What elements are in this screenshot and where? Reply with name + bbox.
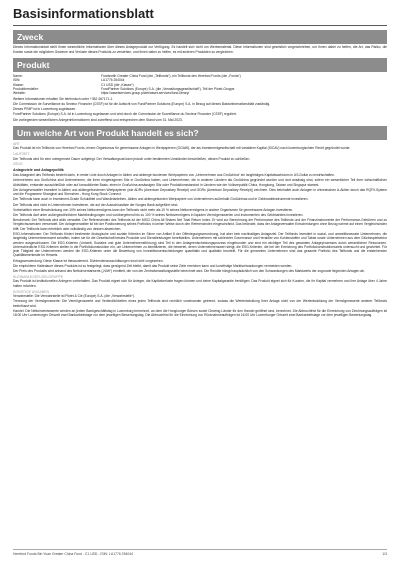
ziele-paragraph: Der Teilfonds wird nicht in Unternehmen investieren, die auf der Ausschlussliste der Norges Bank aufgeführt sind. xyxy=(13,202,179,207)
zweck-text: Dieses Informationsblatt stellt Ihnen wesentliche Informationen über dieses Anlageprodukt zur Verfügung. Es handelt sich nicht um Werbematerial. Diese Informationen sind gesetzlich vorgeschrieben, um Ihnen dabei zu helfen, die Art, das Risiko, die Kosten sowie die möglichen Gewinne und Verluste dieses Produkts zu verstehen, und Ihnen dabei zu helfen, es mit anderen Produkten zu vergleichen. xyxy=(13,45,387,54)
ziele-paragraph: Der Teilfonds darf unter außergewöhnlichen Marktbedingungen und vorübergehend bis zu 100 % seines Nettovermögens in liquiden Vermögenswerten und Instrumenten des Geldmarktes investieren. xyxy=(13,212,304,217)
section-art-heading: Um welche Art von Produkt handelt es sich? xyxy=(13,126,387,140)
produkt-value: C1 USD (die „Klasse“) xyxy=(101,82,134,87)
ziele-paragraph: Der Teilfonds kann auch in Investment-Grade Schuldtitel und Wandelanleihen, Aktien und aktiengebunden Wertpapiere von Unternehmen außerhalb Großchinas und in Geldmarktinstrumente investieren. xyxy=(13,197,309,202)
verwahrstelle-paragraph: Verwahrstelle: Die Verwahrstelle ist Pictet & Cie (Europe) S.A. (die „Verwahrstelle“). xyxy=(13,294,135,299)
ziele-paragraph: Vorbehaltlich einer Beschränkung von 10% seines Nettovermögens kann der Teilfonds nicht mehr als 10 % seines Nettovermögens in andere Organismen für gemeinsame Anlagen investieren. xyxy=(13,207,294,212)
trennung-paragraph: Trennung der Vermögenswerte: Die Vermögenswerte und Verbindlichkeiten eines jeden Teilfonds sind rechtlich voneinander getrennt, sodass die Wertentwicklung Ihrer Anlage nicht von der Wertentwicklung der Vermögenswerte anderer Teilfonds beeinflusst wird. xyxy=(13,299,387,308)
sonstige-label: SONSTIGE ANGABEN xyxy=(13,289,49,294)
art-text: Das Produkt ist ein Teilfonds von Hereford Funds, einem Organismus für gemeinsame Anlagen in Wertpapieren (OGAW), der als Investmentgesellschaft mit variablem Kapital (SICAV) nach luxemburgischem Recht gegründet wurde. xyxy=(13,146,351,151)
kleinanleger-label: KLEINANLEGER-ZIELGRUPPE xyxy=(13,274,64,279)
ziele-paragraph: Das Anlageziel des Teilfonds besteht darin, in erster Linie durch Anlagen in Aktien und aktienge bundenen Wertpapieren von „Unternehmen aus Großchina“ ein langfristiges Kapitalwachstum in US-Dollar zu erwirtschaften. xyxy=(13,173,335,178)
produkt-key: Website: xyxy=(13,91,26,96)
produkt-cssf-aufsicht: Die Commission de Surveillance du Secteur Financier (CSSF) ist für die Aufsicht von FundPartner Solutions (Europe) S.A. in Bezug auf dieses Basisinformationsblatt zuständig. xyxy=(13,102,271,107)
produkt-key: Klasse: xyxy=(13,82,24,87)
produkt-key: Name: xyxy=(13,73,23,78)
produkt-key: ISIN: xyxy=(13,78,21,83)
anlageziele-heading: Anlageziele und Anlagepolitik xyxy=(13,168,64,173)
produkt-row-website xyxy=(13,91,387,95)
produkt-key: Produkthersteller: xyxy=(13,86,39,91)
ertragsverwendung-paragraph: Ertragsverwendung: Diese Klasse ist thesaurierend. Dividendenausschüttungen sind nicht vorgesehen. xyxy=(13,258,164,263)
benchmark-paragraph: Benchmark: Der Teilfonds wird aktiv verwaltet. Der Referenzindex des Teilfonds ist der MSCI China All Shares Net Total Return Index. Er wird zur Berechnung der Performance des Teilfonds und der Finanzinstrumente der Performance-Gebühren und zu Vergleichszwecken verwendet. Der Anlageverwalter ist bei der Positionierung seines Portfolios in keiner Weise durch den Referenzindex eingeschränkt. Das bedeutet, dass der Anlageverwalter Entscheidungen ohne Bezug nahme auf einen Vergleichsindex trifft. Der Teilfonds kann erheblich oder vollständig von dessen abweichen. xyxy=(13,218,387,231)
produkt-value: LU1776 254044 xyxy=(101,78,125,83)
footer-fund-info: Hereford Funds Bin Yuan Greater China Fund - C1 USD - ISIN: LU1776 254044 xyxy=(13,552,133,556)
haltedauer-paragraph: Die empfohlene Haltedauer dieses Produkts ist so festgelegt, dass genügend Zeit bleibt, damit das Produkt seine Ziele erreichen kann und kurzfristige Marktschwankungen vermeiden werden. xyxy=(13,263,293,268)
ziele-paragraph: Der Anlageverwalter investiert in Aktien und aktiengebundenen Wertpapieren (wie ADRs (American Depositary Receipt) und GDRs (American Depositary Receipt)) zeichnen. Dies beinhaltet auch Anlagen in chinesischen A-Aktien durch das RQFII-System und die Programme Shanghai und Shenzhen - Hong Kong Stock Connect. xyxy=(13,187,387,197)
document-page xyxy=(13,0,387,566)
ziele-paragraph: Unternehmen aus Großchina sind Unternehmen, die ihren eingetragenen Sitz in Großchina haben, und Unternehmen, die in anderen Ländern als Großchina gegründet wurden und dort ansässig sind, sofern ein wesentlicher Teil ihrer wirtschaftlichen Aktivitäten, entweder ausschließlich oder auf konsolidierter Basis, einen in Großchina ansässigen Sitz oder Produktionsstandort in Ländern wie der Volksrepublik China, Hongkong, Taiwan und Singapur stammt. xyxy=(13,178,387,187)
page-footer xyxy=(13,549,387,556)
produkt-value: FundPartner Solutions (Europe) S.A. (die „Verwaltungsgesellschaft“), Teil der Pictet-Gruppe. xyxy=(101,86,236,91)
produkt-phone: Weitere Informationen erhalten Sie telefonisch unter +352 467171-1. xyxy=(13,96,114,101)
website-link[interactable]: https://assetservices.group.pictet/asset-services/fund-library/ xyxy=(101,91,190,96)
preis-paragraph: Der Preis des Produkts wird anhand des Nettoinventarwerts („NIW“) ermittelt, der von der Zentralverwaltungsstelle berechnet wird. Die Rendite hängt hauptsächlich von den Schwankungen des Marktwerts der zugrunde liegenden Anlagen ab. xyxy=(13,268,365,273)
produkt-value: Fundsmith Greater China Fund (der „Teilfonds“), ein Teilfonds des Hereford Funds (der „Fonds“) xyxy=(101,73,241,78)
produkt-regulierung: FundPartner Solutions (Europe) S.A. ist in Luxemburg zugelassen und wird durch die Commission de Surveillance du Secteur Financier (CSSF) reguliert. xyxy=(13,112,237,117)
laufzeit-label: LAUFZEIT xyxy=(13,151,30,156)
esg-paragraph: ESG-Informationen: Der Teilfonds fördert bestimmte ökologische und soziale Kriterien im Sinne von Artikel 8 der Offenlegungsverordnung, hat aber kein nachhaltiges Anlageziel. Der Teilfonds investiert in sozial- und umweltbewusste Unternehmen, die langfristig Unternehmenswert schaffen, indem sie für die Gesellschaft bestes Produkte und Dienstleistungen bereitstellen. Unternehmen mit schlechter Governance und Heraldler von Kohlenstoffen und Tabak sowie Unternehmen aus dem Glücksspielsektor werden ausgeschlossen. Die ESG-Kriterien (Umwelt, Soziales und gute Unternehmensführung) sind Teil in den Anlageentscheidungsprozess eingebunden und sind ein wichtiger Teil des gesamten Anlageprozesses durch wesentlichen Ressourcen. Unterschiedliche ESG-Kriterien stellen in die Portfoliokonstruktion ein, um Unternehmen zu identifizieren, die bewertet, deren Unternehmenswert steigt, die ESG-Kriterien, die bei der Erreichung des Portfoliokonstruktionsziels untersucht und gewichtet. Für jede Tätigkeit der Unternehmen werden die ESG-Kriterien unter die Bewertung von Investitionsentscheidungen quantitativ und qualitativ beurteilt. Für die genannten Unternehmen sind das gesamte Portfolio des Teilfonds und die entstehenden Qualitätsmerkmale im Hinweis. xyxy=(13,231,387,258)
produkt-zulassung: Dieses PRIIP ist in Luxemburg zugelassen. xyxy=(13,107,77,112)
document-title: Basisinformationsblatt xyxy=(13,0,387,26)
page-number: 1/3 xyxy=(382,552,387,556)
produkt-table xyxy=(13,74,387,95)
ziele-label: ZIELE xyxy=(13,162,23,167)
laufzeit-text: Der Teilfonds wird für eine unbegrenzte Dauer aufgelegt. Der Verwaltungsrat kann jedoch unter bestimmten Umständen beschließen, diesen Produkt zu schließen. xyxy=(13,156,251,161)
section-zweck-heading: Zweck xyxy=(13,30,387,44)
art-label: ART xyxy=(13,141,20,146)
kleinanleger-text: Das Produkt ist institutionellen Anlegern vorbehalten. Das Produkt eignet sich für Anleger, die Kapitalverluste tragen können und keine Kapitalgarantie benötigen. Das Produkt eignet sich für Kunden, die ihr Kapital vermehren und ihre Anlage über 4 Jahre halten möchten. xyxy=(13,279,387,288)
produkt-stand: Die vorliegenden wesentlichen Anlegerinformationen sind zutreffend und entsprechen dem Stand vom 31. Mai 2023. xyxy=(13,117,183,122)
section-produkt-heading: Produkt xyxy=(13,58,387,72)
handel-paragraph: Handel: Die Nettoinventarwerte werden an jedem Bankgeschäftstag in Luxemburg berechnet, an dem die Hongkonger Börsen sowie Clearing Länder für den Handel geöffnet sind, berechnet. Die Abbruchfrist für die Einreichung von Zeichnungsaufträgen ist 18:00 Uhr Luxemburger Ortszeit zwei Bankarbeitstage vor dem jeweiligen Bewertungstag. Die Abbruchfrist für die Einreichung von Rücknahmeaufträgen ist 16:00 Uhr Luxemburger Ortszeit zwei Bankarbeitstage vor dem jeweiligen Bewertungstag. xyxy=(13,308,387,318)
